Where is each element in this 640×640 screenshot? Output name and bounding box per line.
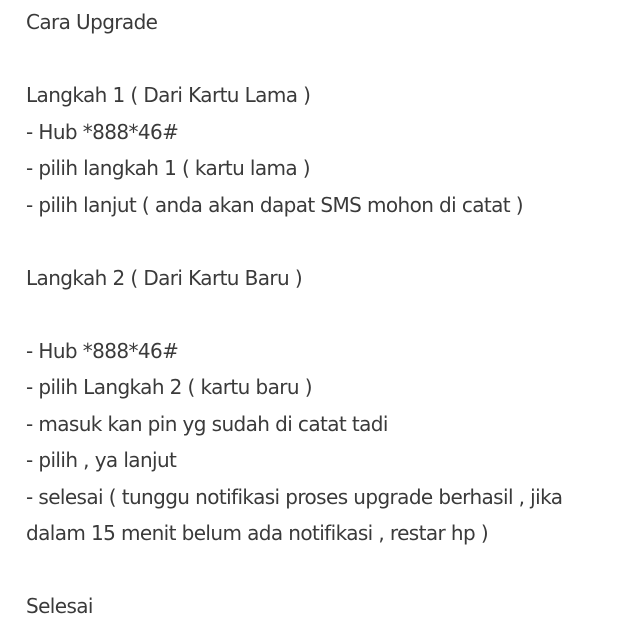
step2-item: - Hub *888*46# xyxy=(26,338,179,363)
blank-line xyxy=(26,41,626,78)
instruction-document xyxy=(26,4,626,625)
closing-text: Selesai xyxy=(26,594,93,618)
step1-item: - Hub *888*46# xyxy=(26,119,179,144)
step2-item: dalam 15 menit belum ada notifikasi , restar hp ) xyxy=(26,521,489,545)
step2-item: - pilih Langkah 2 ( kartu baru ) xyxy=(26,375,312,399)
step2-item: - masuk kan pin yg sudah di catat tadi xyxy=(26,411,388,436)
step1-heading: Langkah 1 ( Dari Kartu Lama ) xyxy=(26,83,311,107)
step1-item: - pilih langkah 1 ( kartu lama ) xyxy=(26,156,311,180)
blank-line xyxy=(26,296,626,333)
step2-item: - selesai ( tunggu notifikasi proses upgrade berhasil , jika xyxy=(26,484,563,509)
blank-line xyxy=(26,552,626,589)
blank-line xyxy=(26,223,626,260)
step2-item: - pilih , ya lanjut xyxy=(26,448,177,472)
step1-item: - pilih lanjut ( anda akan dapat SMS mohon di catat ) xyxy=(26,192,523,217)
document-title: Cara Upgrade xyxy=(26,10,158,34)
step2-heading: Langkah 2 ( Dari Kartu Baru ) xyxy=(26,265,303,290)
